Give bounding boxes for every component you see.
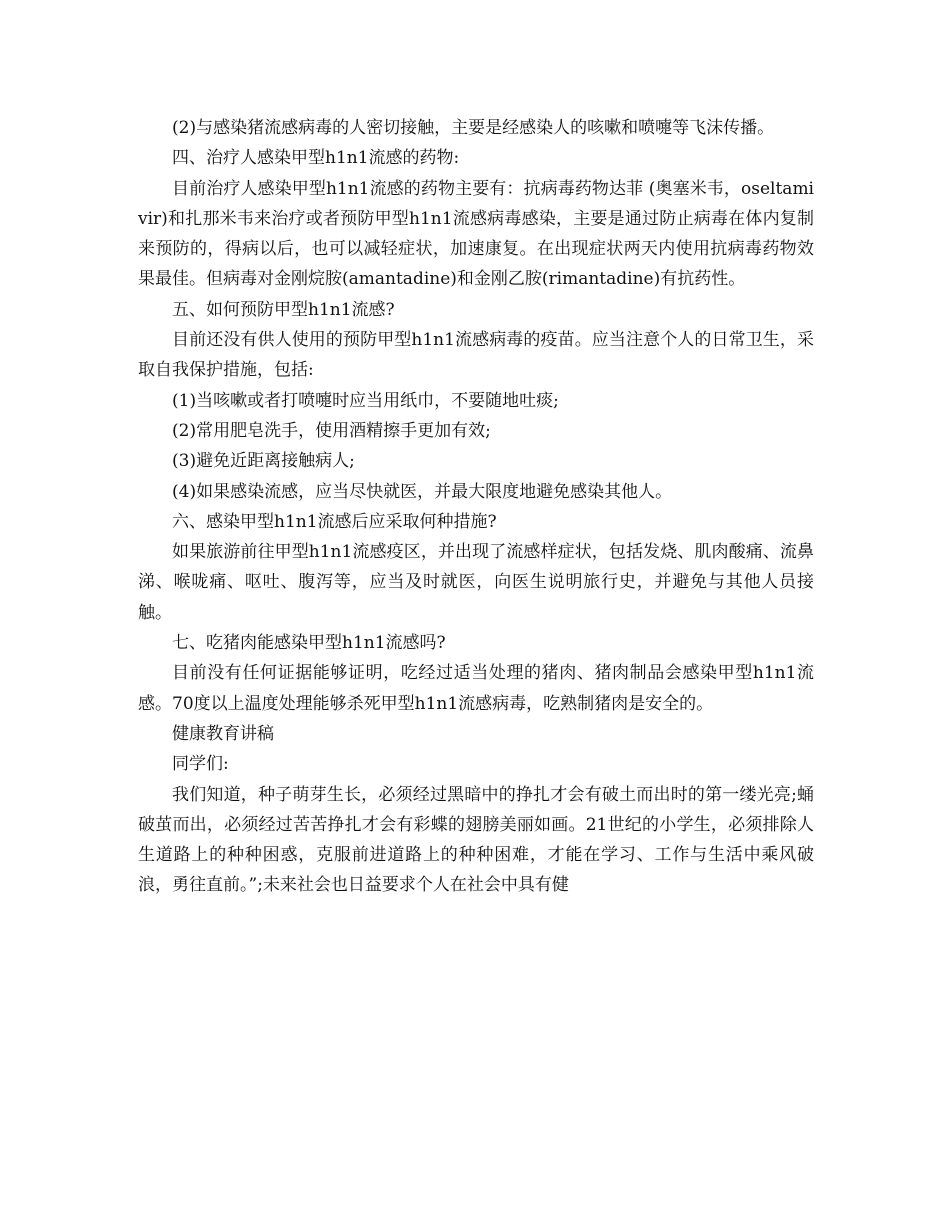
heading-prevention: 五、如何预防甲型h1n1流感? xyxy=(172,299,395,320)
list-item-prevention-3: (3)避免近距离接触病人; xyxy=(172,451,355,472)
list-item-prevention-2: (2)常用肥皂洗手，使用酒精擦手更加有效; xyxy=(172,420,491,441)
heading-treatment-drugs: 四、治疗人感染甲型h1n1流感的药物: xyxy=(172,148,460,169)
paragraph-measures-after-infection: 如果旅游前往甲型h1n1流感疫区，并出现了流感样症状，包括发烧、肌肉酸痛、流鼻涕、喉咙痛、呕吐、腹泻等，应当及时就医，向医生说明旅行史，并避免与其他人员接触。 xyxy=(138,542,814,623)
heading-health-education-lecture: 健康教育讲稿 xyxy=(172,723,274,744)
heading-measures-after-infection: 六、感染甲型h1n1流感后应采取何种措施? xyxy=(172,511,497,532)
paragraph-prevention-intro: 目前还没有供人使用的预防甲型h1n1流感病毒的疫苗。应当注意个人的日常卫生，采取自我保护措施，包括: xyxy=(138,330,814,381)
paragraph-pork-answer: 目前没有任何证据能够证明，吃经过适当处理的猪肉、猪肉制品会感染甲型h1n1流感。70度以上温度处理能够杀死甲型h1n1流感病毒，吃熟制猪肉是安全的。 xyxy=(138,663,814,714)
paragraph-treatment-drugs: 目前治疗人感染甲型h1n1流感的药物主要有：抗病毒药物达菲 (奥塞米韦，oseltamivir)和扎那米韦来治疗或者预防甲型h1n1流感病毒感染，主要是通过防止病毒在体内复制来预防的，得病以后，也可以减轻症状，加速康复。在出现症状两天内使用抗病毒药物效果最佳。但病毒对金刚烷胺(amantadine)和金刚乙胺(rimantadine)有抗药性。 xyxy=(138,178,814,290)
paragraph-transmission-contact: (2)与感染猪流感病毒的人密切接触，主要是经感染人的咳嗽和喷嚏等飞沫传播。 xyxy=(172,118,775,138)
salutation: 同学们: xyxy=(172,754,229,775)
paragraph-lecture-body: 我们知道，种子萌芽生长，必须经过黑暗中的挣扎才会有破土而出时的第一缕光亮;蛹破茧而出，必须经过苦苦挣扎才会有彩蝶的翅膀美丽如画。21世纪的小学生，必须排除人生道路上的种种困惑，克服前进道路上的种种困难，才能在学习、工作与生活中乘风破浪，勇往直前。”;未来社会也日益要求个人在社会中具有健 xyxy=(138,784,814,896)
list-item-prevention-1: (1)当咳嗽或者打喷嚏时应当用纸巾，不要随地吐痰; xyxy=(172,390,559,411)
document-page xyxy=(138,113,814,901)
list-item-prevention-4: (4)如果感染流感，应当尽快就医，并最大限度地避免感染其他人。 xyxy=(172,481,673,502)
heading-pork-question: 七、吃猪肉能感染甲型h1n1流感吗? xyxy=(172,633,446,654)
